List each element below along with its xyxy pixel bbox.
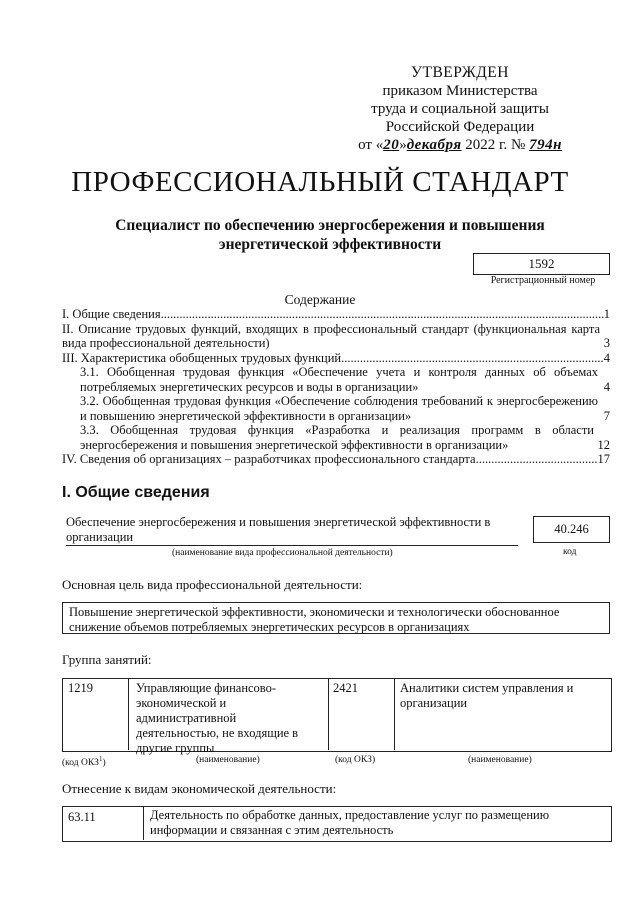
table-of-contents [62,307,610,467]
toc-item[interactable] [62,452,610,467]
toc-item-text: 3.1. Обобщенная трудовая функция «Обеспечение учета и контроля данных об объемах потребляемых энергетических ресурсов и воды в организации» [80,365,598,394]
handwritten-order-number: 794н [529,137,562,153]
group-label: Группа занятий: [62,652,152,667]
code-caption: код [563,547,577,557]
toc-item[interactable] [62,394,610,423]
activity-code: 40.246 [554,522,589,536]
toc-item-text: IV. Сведения об организациях – разработчиках профессионального стандарта [62,452,476,466]
toc-item-page: 7 [603,408,610,423]
approval-line-4: Российской Федерации [385,119,535,135]
toc-item-text: III. Характеристика обобщенных трудовых функций [62,350,342,365]
group-caption-code-1 [62,755,106,768]
toc-item-text: 3.3. Обобщенная трудовая функция «Разработка и реализация программ в области энергосбережения и повышения энергетической эффективности в организации» [80,423,594,452]
toc-item-text: II. Описание трудовых функций, входящих в профессиональный стандарт (функциональная карта вида профессиональной деятельности) [62,321,600,350]
okved-label: Отнесение к видам экономической деятельности: [62,781,337,796]
section-1-heading: I. Общие сведения [62,484,210,501]
toc-item-page: 12 [597,437,610,452]
toc-item[interactable] [62,423,610,452]
document-title: ПРОФЕССИОНАЛЬНЫЙ СТАНДАРТ [71,166,569,198]
registration-caption: Регистрационный номер [490,275,596,286]
group-code-1: 1219 [68,681,93,695]
caption-text: (код ОКЗ [62,758,99,769]
goal-text: Повышение энергетической эффективности, экономически и технологически обоснованное снижение объемов потребляемых энергетических ресурсов в организациях [69,605,560,634]
group-name-1: Управляющие финансово-экономической и административной деятельностью, не входящие в другие группы [136,681,299,755]
approval-line-1: УТВЕРЖДЕН [411,64,509,81]
toc-item-page: 1 [603,307,610,321]
approval-line-3: труда и социальной защиты [371,101,549,117]
group-name-2: Аналитики систем управления и организации [400,681,574,710]
date-quote: » [399,137,407,153]
goal-label: Основная цель вида профессиональной деятельности: [62,577,363,592]
toc-item-page: 4 [603,350,610,365]
toc-item-page: 4 [603,379,610,394]
date-prefix: от « [358,137,384,153]
handwritten-day: 20 [383,137,400,153]
approval-date-line [330,136,590,154]
footnote-ref: 1 [98,755,103,763]
toc-item[interactable] [62,322,610,351]
date-year: 2022 г. № [461,137,526,153]
group-caption-name-1: (наименование) [196,755,260,765]
toc-item[interactable] [62,365,610,394]
activity-code-box [533,516,610,543]
group-code-2: 2421 [333,681,358,695]
okved-name: Деятельность по обработке данных, предоставление услуг по размещению информации и связанная с этим деятельность [150,808,550,837]
activity-name: Обеспечение энергосбережения и повышения энергетической эффективности в организации [66,515,518,546]
document-subtitle: Специалист по обеспечению энергосбережения и повышения энергетической эффективности [115,217,545,253]
caption-text-end: ) [102,758,106,769]
toc-item[interactable] [62,307,610,322]
approval-block [330,64,590,154]
activity-caption: (наименование вида профессиональной деятельности) [172,548,393,558]
toc-item-page: 17 [597,452,610,466]
toc-item-text: I. Общие сведения [62,307,161,321]
goal-box [62,602,610,634]
registration-number-box [473,253,610,275]
group-caption-code-2: (код ОКЗ) [335,755,376,765]
registration-number: 1592 [528,256,555,271]
toc-item-text: 3.2. Обобщенная трудовая функция «Обеспечение соблюдения требований к энергосбережению и повышению энергетической эффективности в организации» [80,394,598,423]
contents-heading: Содержание [284,292,356,307]
okved-code: 63.11 [68,810,96,824]
group-caption-name-2: (наименование) [468,755,532,765]
toc-item-page: 3 [603,336,610,350]
handwritten-month: декабря [406,137,462,153]
toc-item[interactable] [62,351,610,366]
approval-line-2: приказом Министерства [382,83,538,99]
